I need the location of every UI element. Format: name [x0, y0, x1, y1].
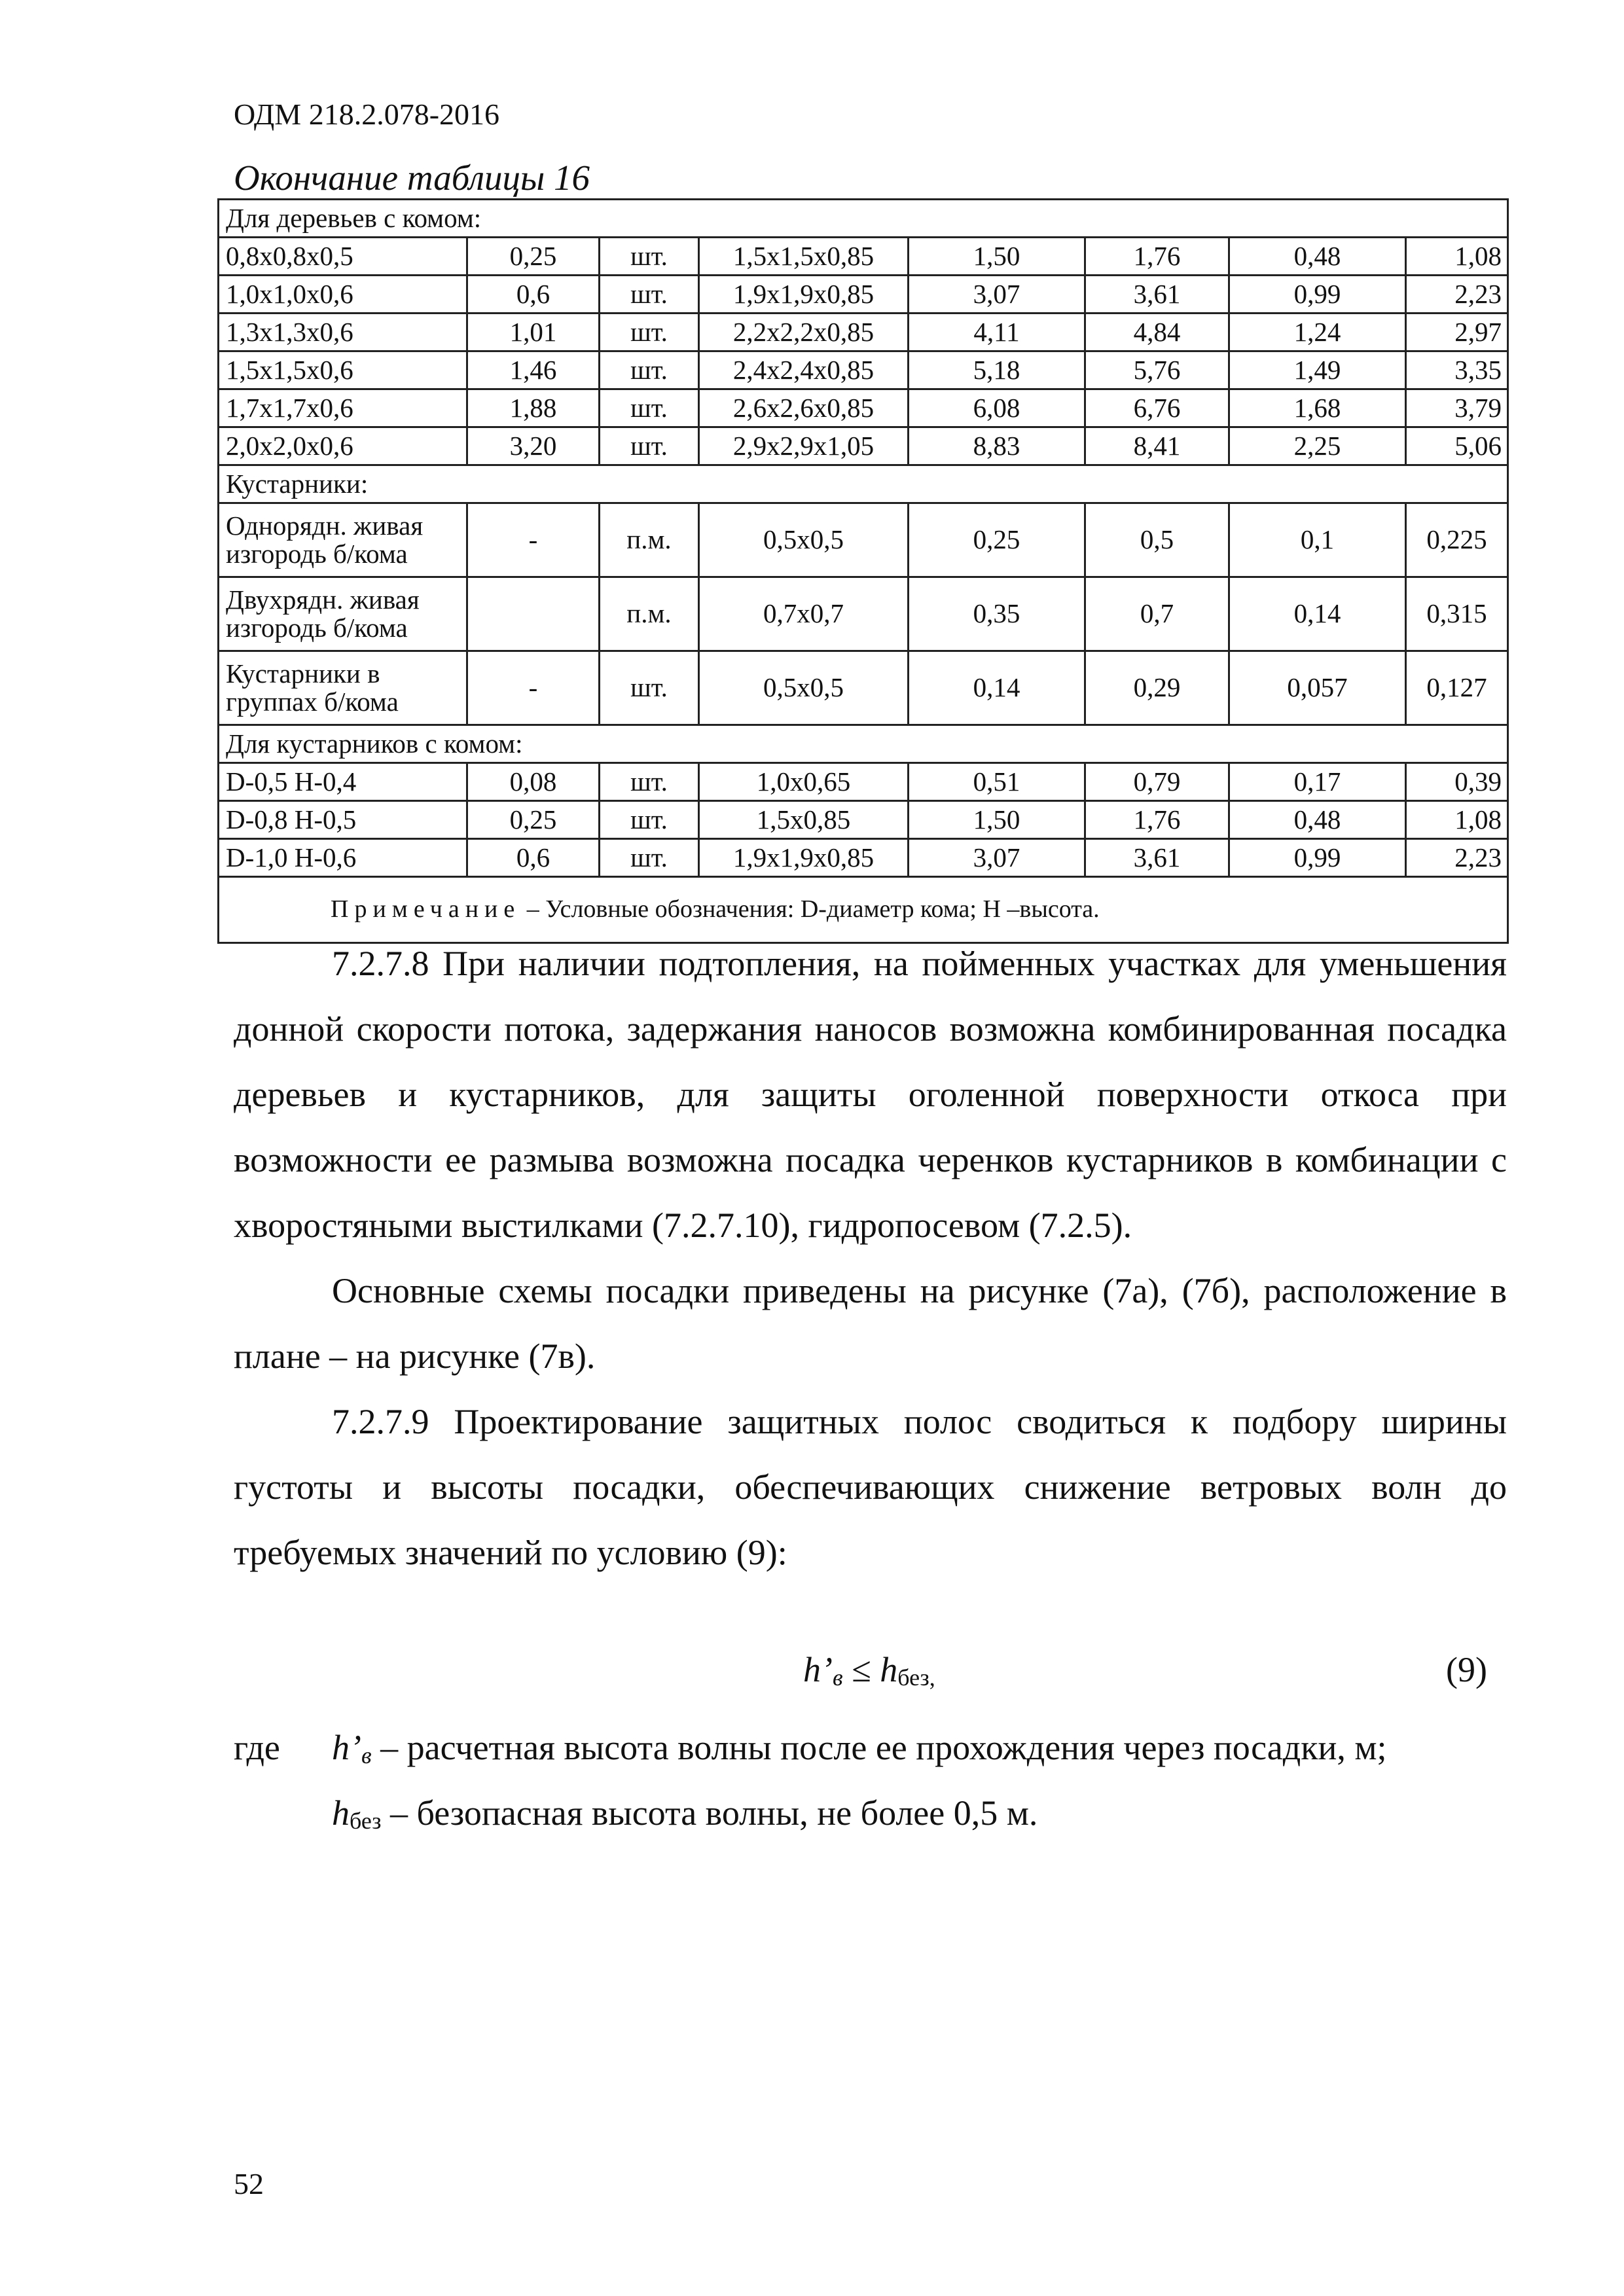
cell: 2,23 — [1406, 276, 1508, 314]
table-row — [219, 389, 1508, 427]
table-row — [219, 276, 1508, 314]
cell: 2,0х2,0х0,6 — [219, 427, 467, 465]
paragraph-7-2-7-9: 7.2.7.9 Проектирование защитных полос сводиться к подбору ширины густоты и высоты посадки, обеспечивающих снижение ветровых волн до требуемых значений по условию (9): — [234, 1402, 1507, 1572]
table-row — [219, 238, 1508, 276]
cell: 0,5 — [1085, 503, 1229, 577]
cell: шт. — [600, 427, 699, 465]
cell: 0,25 — [467, 801, 600, 839]
definition-text: – безопасная высота волны, не более 0,5 м. — [381, 1793, 1038, 1833]
cell: 2,23 — [1406, 839, 1508, 877]
cell: 6,76 — [1085, 389, 1229, 427]
definition-symbol: h’ — [332, 1728, 361, 1767]
table-caption: Окончание таблицы 16 — [234, 158, 590, 198]
definition-symbol-sub: без — [350, 1808, 382, 1834]
cell: 0,225 — [1406, 503, 1508, 577]
cell: 5,76 — [1085, 351, 1229, 389]
cell: 0,7 — [1085, 577, 1229, 651]
cell: 3,20 — [467, 427, 600, 465]
body-text — [234, 931, 1507, 1585]
section-header-row — [219, 725, 1508, 763]
cell: шт. — [600, 651, 699, 725]
formula-expression — [803, 1649, 935, 1691]
cell: 3,35 — [1406, 351, 1508, 389]
cell: 1,0х1,0х0,6 — [219, 276, 467, 314]
note-label: Примечание — [331, 895, 521, 924]
cell: Двухрядн. живая изгородь б/кома — [219, 577, 467, 651]
cell: п.м. — [600, 503, 699, 577]
cell: 1,3х1,3х0,6 — [219, 314, 467, 351]
table-row — [219, 651, 1508, 725]
cell: 0,25 — [909, 503, 1085, 577]
table-row — [219, 503, 1508, 577]
cell: 0,8х0,8х0,5 — [219, 238, 467, 276]
formula-operator: ≤ — [842, 1650, 880, 1689]
cell: - — [467, 503, 600, 577]
cell: 0,7х0,7 — [699, 577, 909, 651]
cell: шт. — [600, 276, 699, 314]
cell: 1,50 — [909, 801, 1085, 839]
cell: 0,51 — [909, 763, 1085, 801]
cell: шт. — [600, 763, 699, 801]
cell: 2,9х2,9х1,05 — [699, 427, 909, 465]
cell: 1,5х0,85 — [699, 801, 909, 839]
table-row — [219, 577, 1508, 651]
cell: шт. — [600, 238, 699, 276]
cell: D-0,8 Н-0,5 — [219, 801, 467, 839]
cell: 3,61 — [1085, 839, 1229, 877]
cell: 1,08 — [1406, 801, 1508, 839]
cell: 3,61 — [1085, 276, 1229, 314]
cell: 1,88 — [467, 389, 600, 427]
cell: 0,17 — [1229, 763, 1406, 801]
paragraph-schemes: Основные схемы посадки приведены на рисунке (7а), (7б), расположение в плане – на рисунке (7в). — [234, 1271, 1507, 1376]
note-text: – Условные обозначения: D-диаметр кома; Н –высота. — [520, 895, 1100, 924]
table-row — [219, 427, 1508, 465]
cell: 2,6х2,6х0,85 — [699, 389, 909, 427]
table-row — [219, 839, 1508, 877]
cell: 2,25 — [1229, 427, 1406, 465]
cell: 1,08 — [1406, 238, 1508, 276]
data-table — [217, 198, 1509, 944]
cell: шт. — [600, 389, 699, 427]
page-number: 52 — [234, 2167, 264, 2200]
section-header-row — [219, 200, 1508, 238]
cell: 0,35 — [909, 577, 1085, 651]
cell: 0,6 — [467, 276, 600, 314]
definitions — [234, 1715, 1507, 1846]
cell: шт. — [600, 351, 699, 389]
formula-lhs: h’ — [803, 1650, 833, 1689]
section-header-row — [219, 465, 1508, 503]
cell: шт. — [600, 314, 699, 351]
cell: 0,99 — [1229, 276, 1406, 314]
cell: 0,6 — [467, 839, 600, 877]
cell: 3,07 — [909, 276, 1085, 314]
cell: 0,14 — [1229, 577, 1406, 651]
cell: шт. — [600, 839, 699, 877]
cell: 6,08 — [909, 389, 1085, 427]
cell: D-0,5 Н-0,4 — [219, 763, 467, 801]
table-row — [219, 763, 1508, 801]
cell: 5,18 — [909, 351, 1085, 389]
table-row — [219, 314, 1508, 351]
paragraph-7-2-7-8: 7.2.7.8 При наличии подтопления, на пойменных участках для уменьшения донной скорости потока, задержания наносов возможна комбинированная посадка деревьев и кустарников, для защиты оголенной поверхности откоса при возможности ее размыва возможна посадка черенков кустарников в комбинации с хворостяными выстилками (7.2.7.10), гидропосевом (7.2.5). — [234, 944, 1507, 1245]
section-title: Кустарники: — [219, 465, 1508, 503]
definition-item — [332, 1780, 1038, 1854]
cell: D-1,0 Н-0,6 — [219, 839, 467, 877]
cell: 3,07 — [909, 839, 1085, 877]
cell: 1,0х0,65 — [699, 763, 909, 801]
cell: 8,41 — [1085, 427, 1229, 465]
cell: Однорядн. живая изгородь б/кома — [219, 503, 467, 577]
cell: 0,79 — [1085, 763, 1229, 801]
definition-item — [332, 1715, 1387, 1788]
formula-rhs: h — [880, 1650, 898, 1689]
cell: 1,9х1,9х0,85 — [699, 276, 909, 314]
cell: 1,46 — [467, 351, 600, 389]
cell: 2,97 — [1406, 314, 1508, 351]
cell: 1,49 — [1229, 351, 1406, 389]
cell: 1,76 — [1085, 238, 1229, 276]
cell: 0,48 — [1229, 801, 1406, 839]
section-title: Для кустарников с комом: — [219, 725, 1508, 763]
cell: 5,06 — [1406, 427, 1508, 465]
cell: п.м. — [600, 577, 699, 651]
definition-row — [234, 1780, 1507, 1846]
cell: 1,76 — [1085, 801, 1229, 839]
table-row — [219, 351, 1508, 389]
formula-rhs-sub: без, — [897, 1664, 935, 1691]
cell: 1,5х1,5х0,85 — [699, 238, 909, 276]
cell: 0,057 — [1229, 651, 1406, 725]
cell: 1,24 — [1229, 314, 1406, 351]
cell: 1,68 — [1229, 389, 1406, 427]
cell: 0,127 — [1406, 651, 1508, 725]
cell: 2,4х2,4х0,85 — [699, 351, 909, 389]
cell: 0,08 — [467, 763, 600, 801]
formula-lhs-sub: в — [832, 1664, 843, 1691]
cell: 0,39 — [1406, 763, 1508, 801]
formula-9 — [234, 1649, 1507, 1715]
cell: 2,2х2,2х0,85 — [699, 314, 909, 351]
definition-symbol-sub: в — [361, 1742, 372, 1768]
document-code: ОДМ 218.2.078-2016 — [234, 98, 500, 131]
cell: 0,315 — [1406, 577, 1508, 651]
cell: 0,14 — [909, 651, 1085, 725]
cell: Кустарники в группах б/кома — [219, 651, 467, 725]
cell: - — [467, 651, 600, 725]
cell: 0,29 — [1085, 651, 1229, 725]
cell: шт. — [600, 801, 699, 839]
section-title: Для деревьев с комом: — [219, 200, 1508, 238]
cell: 0,5х0,5 — [699, 651, 909, 725]
cell: 4,11 — [909, 314, 1085, 351]
cell: 0,1 — [1229, 503, 1406, 577]
definition-symbol: h — [332, 1793, 350, 1833]
cell: 4,84 — [1085, 314, 1229, 351]
where-word: где — [234, 1728, 280, 1767]
cell: 1,7х1,7х0,6 — [219, 389, 467, 427]
cell: 1,5х1,5х0,6 — [219, 351, 467, 389]
cell: 1,01 — [467, 314, 600, 351]
cell: 8,83 — [909, 427, 1085, 465]
cell: 0,25 — [467, 238, 600, 276]
table-row — [219, 801, 1508, 839]
definition-text: – расчетная высота волны после ее прохождения через посадки, м; — [371, 1728, 1387, 1767]
cell: 0,5х0,5 — [699, 503, 909, 577]
cell — [467, 577, 600, 651]
definition-row — [234, 1715, 1507, 1780]
cell: 1,50 — [909, 238, 1085, 276]
cell: 1,9х1,9х0,85 — [699, 839, 909, 877]
cell: 3,79 — [1406, 389, 1508, 427]
formula-number: (9) — [1446, 1650, 1487, 1689]
cell: 0,48 — [1229, 238, 1406, 276]
cell: 0,99 — [1229, 839, 1406, 877]
